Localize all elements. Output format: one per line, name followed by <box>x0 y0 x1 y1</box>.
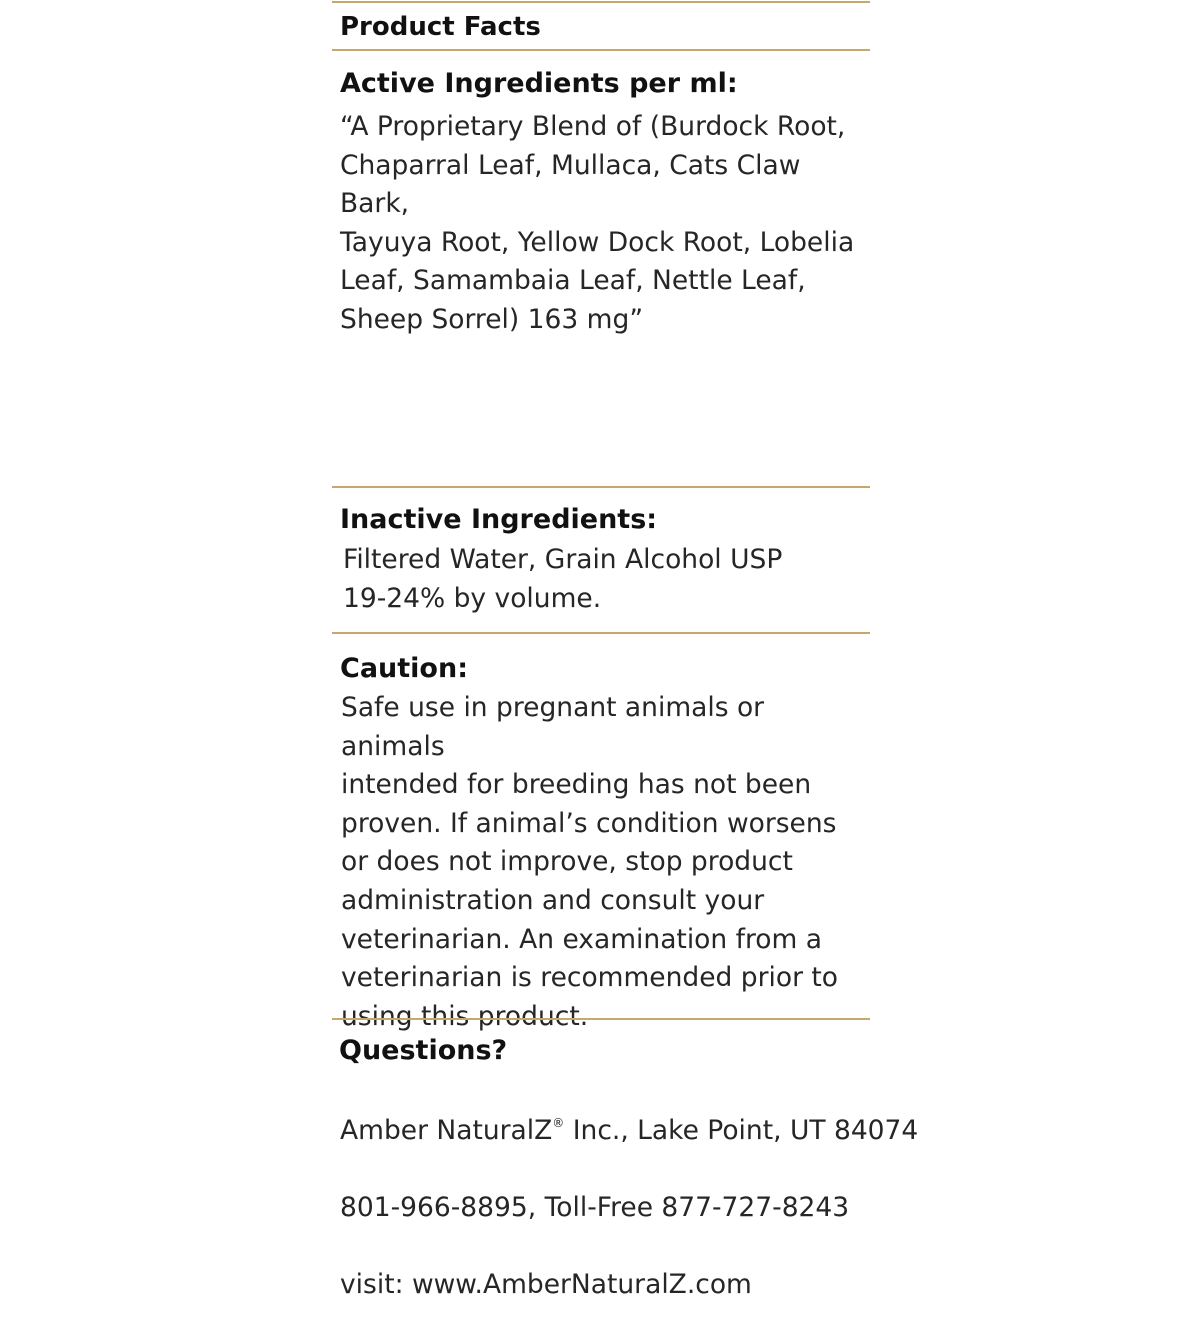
divider-caution <box>332 1018 870 1020</box>
phone-numbers: 801-966-8895, Toll-Free 877-727-8243 <box>340 1191 850 1223</box>
divider-product-facts <box>332 49 870 51</box>
website-link[interactable]: visit: www.AmberNaturalZ.com <box>340 1268 752 1300</box>
caution-heading: Caution: <box>340 653 468 684</box>
questions-heading: Questions? <box>339 1035 508 1066</box>
inactive-ingredients-heading: Inactive Ingredients: <box>340 504 658 535</box>
divider-top <box>332 1 870 3</box>
product-facts-panel <box>332 0 919 1300</box>
company-address <box>340 1112 918 1151</box>
company-name: Amber NaturalZ <box>340 1114 553 1146</box>
divider-inactive <box>332 632 870 634</box>
caution-text: Safe use in pregnant animals or animals intended for breeding has not been proven. If animal’s condition worsens or does not improve, stop product administration and consult your veterinarian. An examination from a veterinarian is recommended prior to using this product. <box>341 692 838 1032</box>
registered-mark: ® <box>552 1115 565 1130</box>
divider-active <box>332 486 870 488</box>
active-ingredients-heading: Active Ingredients per ml: <box>340 68 738 99</box>
product-facts-title: Product Facts <box>340 12 541 42</box>
active-ingredients-text: “A Proprietary Blend of (Burdock Root, Chaparral Leaf, Mullaca, Cats Claw Bark, Tayuya Root, Yellow Dock Root, Lobelia Leaf, Samambaia Leaf, Nettle Leaf, Sheep Sorrel) 163 mg” <box>340 111 855 335</box>
company-location: Inc., Lake Point, UT 84074 <box>564 1114 919 1146</box>
inactive-ingredients-text: Filtered Water, Grain Alcohol USP 19-24% by volume. <box>343 544 783 614</box>
questions-contact <box>340 1073 918 1343</box>
